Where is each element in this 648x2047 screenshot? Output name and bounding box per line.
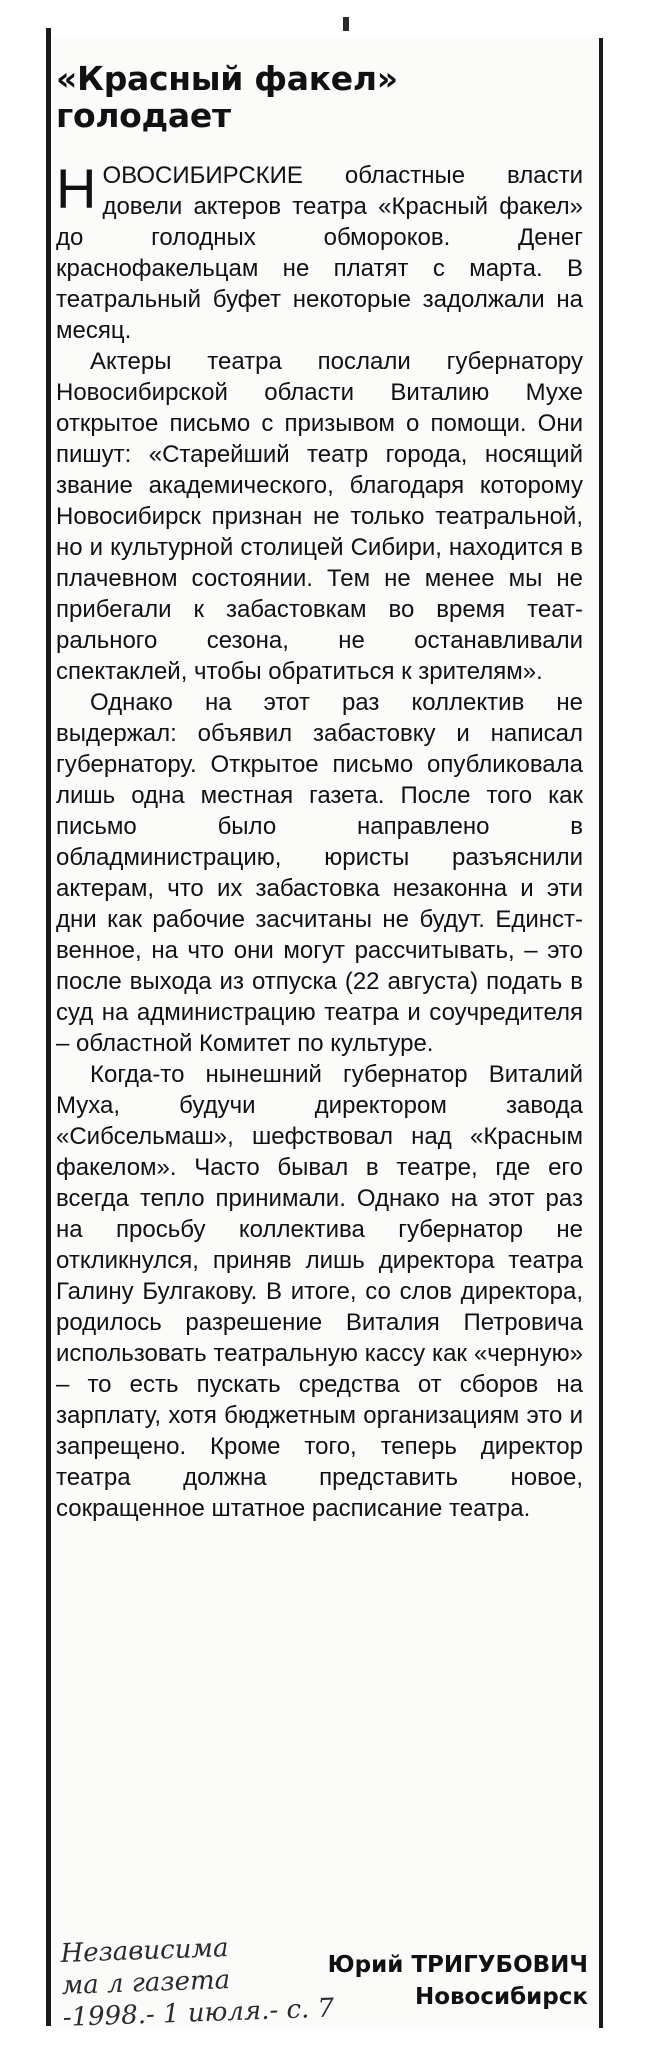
article-headline bbox=[56, 60, 586, 134]
article-paragraph-1 bbox=[56, 157, 583, 346]
column-top-mark bbox=[343, 17, 349, 31]
handnote-line-2: ма л газета bbox=[61, 1965, 231, 2001]
article-paragraph-2: Актеры театра послали губернатору Новосибирской области Виталию Мухе открытое письмо с призывом о помощи. Они пишут: «Старейший театр города, носящий звание академического, благодаря которому Новосибирск признан не только театральной, но и культурной столицей Сибири, находится в плачевном состоянии. Тем не менее мы не прибегали к забастовкам во время театрального сезона, не останавливали спектаклей, чтобы обратиться к зрителям». bbox=[56, 348, 583, 685]
article-body bbox=[56, 157, 583, 1524]
byline-author: Юрий ТРИГУБОВИЧ bbox=[327, 1952, 588, 1978]
left-column-rule bbox=[46, 28, 51, 2026]
handnote-line-3: -1998.- 1 июля.- с. 7 bbox=[62, 1993, 335, 2033]
drop-cap: Н bbox=[56, 157, 97, 220]
lead-caps: ОВОСИБИРСКИЕ bbox=[102, 162, 303, 189]
lead-text: областные власти довели актеров театра «Красный факел» до голодных обмороков. Денег краснофакельцам не платят с марта. В театральный буфет некоторые задолжали на месяц. bbox=[56, 162, 583, 344]
byline-city: Новосибирск bbox=[414, 1984, 588, 2010]
headline-line-2: голодает bbox=[56, 96, 231, 135]
right-column-rule bbox=[599, 38, 603, 2028]
handwritten-source-note bbox=[60, 1928, 363, 2034]
article-paragraph-4: Когда-то нынешний губернатор Виталий Муха, будучи директором завода «Сибсельмаш», шефствовал над «Красным факелом». Часто бывал в театре, где его всегда тепло принимали. Однако на этот раз на просьбу коллектива губернатор не откликнулся, приняв лишь директора театра Галину Булгакову. В итоге, со слов директора, родилось разрешение Виталия Петровича использовать театральную кассу как «черную» – то есть пускать средства от сборов на зарплату, хотя бюджетным организациям это и запрещено. Кроме того, теперь директор театра должна представить новое, сокращенное штатное расписание театра. bbox=[56, 1061, 583, 1522]
headline-line-1: «Красный факел» bbox=[56, 59, 398, 98]
article-paragraph-3: Однако на этот раз коллектив не выдержал: объявил забастовку и написал губернатору. Открытое письмо опубликовала лишь одна местная газета. После того как письмо было направлено в обладминистрацию, юристы разъяснили актерам, что их забастовка незаконна и эти дни как рабочие засчитаны не будут. Единственное, на что они могут рассчитывать, – это после выхода из отпуска (22 августа) подать в суд на администрацию театра и соучредителя – областной Комитет по культуре. bbox=[56, 689, 583, 1057]
handnote-line-1: Независима bbox=[60, 1933, 229, 1969]
